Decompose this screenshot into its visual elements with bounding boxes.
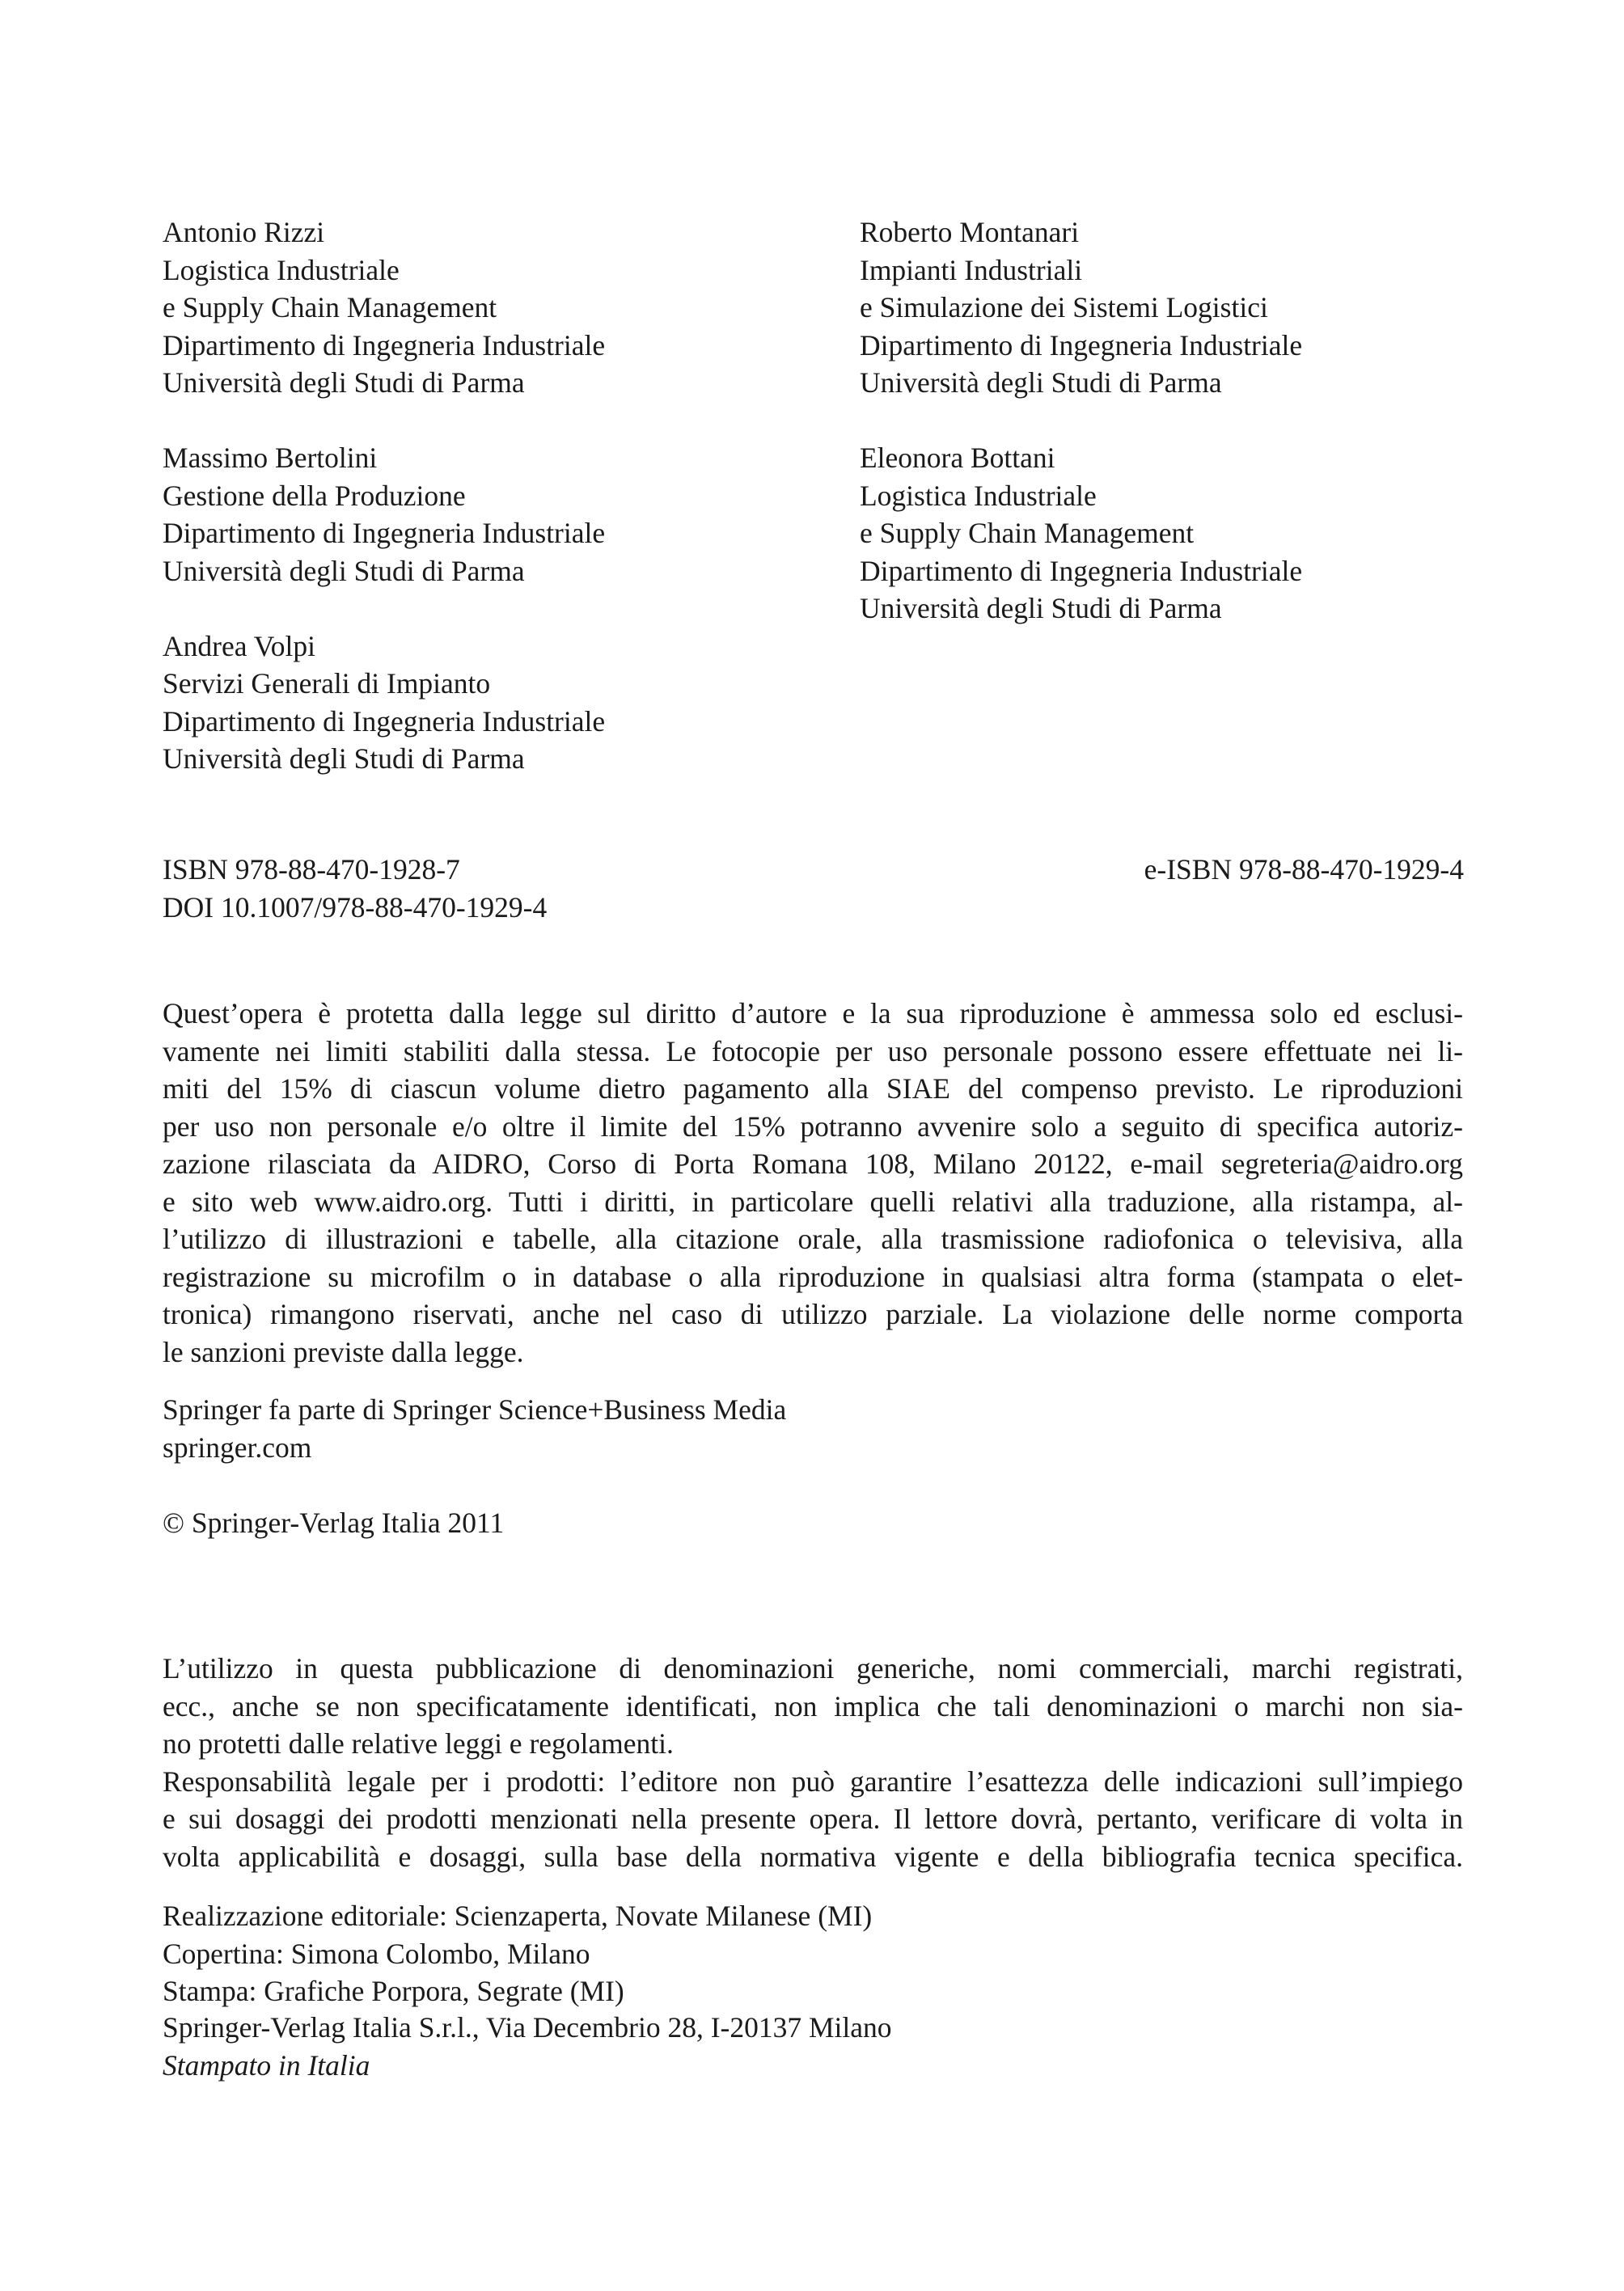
author-affiliation: Università degli Studi di Parma <box>860 592 1222 624</box>
author-affiliation: Dipartimento di Ingegneria Industriale <box>860 554 1303 587</box>
publisher-address: Springer-Verlag Italia S.r.l., Via Decembrio 28, I-20137 Milano <box>163 2011 892 2044</box>
eisbn-block <box>1144 851 1464 889</box>
author-entry <box>860 439 1302 628</box>
paragraph-line: volta applicabilità e dosaggi, sulla base della normativa vigente e della bibliografia tecnica specifica. <box>163 1840 1463 1873</box>
paragraph-line: le sanzioni previste dalla legge. <box>163 1335 524 1368</box>
paragraph-line: zazione rilasciata da AIDRO, Corso di Porta Romana 108, Milano 20122, e-mail segreteria@aidro.org <box>163 1148 1463 1180</box>
author-affiliation: e Supply Chain Management <box>860 517 1195 549</box>
copyright-notice <box>163 995 1463 1371</box>
paragraph-line: per uso non personale e/o oltre il limite del 15% potranno avvenire solo a seguito di specifica autoriz- <box>163 1110 1463 1143</box>
author-affiliation: Dipartimento di Ingegneria Industriale <box>860 328 1303 361</box>
paragraph-line: Responsabilità legale per i prodotti: l’editore non può garantire l’esattezza delle indicazioni sull’impiego <box>163 1765 1463 1798</box>
paragraph-line: no protetti dalle relative leggi e regolamenti. <box>163 1727 674 1760</box>
paragraph-line: Quest’opera è protetta dalla legge sul diritto d’autore e la sua riproduzione è ammessa solo ed esclusi- <box>163 997 1463 1029</box>
author-affiliation: e Simulazione dei Sistemi Logistici <box>860 291 1268 323</box>
springer-website: springer.com <box>163 1431 312 1464</box>
author-affiliation: Università degli Studi di Parma <box>163 554 525 587</box>
imprint-block <box>163 2009 892 2084</box>
springer-group-line: Springer fa parte di Springer Science+Business Media <box>163 1393 787 1426</box>
author-affiliation: Gestione della Produzione <box>163 479 466 512</box>
authors-left-column <box>163 213 605 815</box>
author-affiliation: Università degli Studi di Parma <box>860 366 1222 399</box>
author-affiliation: Università degli Studi di Parma <box>163 366 525 399</box>
authors-right-column <box>860 213 1302 665</box>
author-entry <box>860 213 1302 402</box>
author-name: Massimo Bertolini <box>163 442 378 474</box>
paragraph-line: registrazione su microfilm o in database o alla riproduzione in qualsiasi altra forma (stampata o elet- <box>163 1260 1463 1293</box>
paragraph-line: vamente nei limiti stabiliti dalla stessa. Le fotocopie per uso personale possono essere effettuate nei li- <box>163 1034 1463 1067</box>
credits-block <box>163 1897 872 2010</box>
trademark-notice <box>163 1650 1463 1875</box>
author-affiliation: Logistica Industriale <box>860 479 1097 512</box>
paragraph-line: e sui dosaggi dei prodotti menzionati nella presente opera. Il lettore dovrà, pertanto, verificare di volta in <box>163 1803 1463 1835</box>
author-entry <box>163 628 605 778</box>
copyright-line: © Springer-Verlag Italia 2011 <box>163 1507 505 1539</box>
printed-in: Stampato in Italia <box>163 2048 370 2082</box>
paragraph-line: tronica) rimangono riservati, anche nel caso di utilizzo parziale. La violazione delle norme comporta <box>163 1298 1463 1330</box>
paragraph-line: ecc., anche se non specificatamente identificati, non implica che tali denominazioni o marchi non sia- <box>163 1689 1463 1722</box>
author-name: Antonio Rizzi <box>163 216 325 248</box>
springer-block <box>163 1391 786 1466</box>
paragraph-line: e sito web www.aidro.org. Tutti i diritti, in particolare quelli relativi alla traduzione, alla ristampa, al- <box>163 1185 1463 1218</box>
author-name: Eleonora Bottani <box>860 442 1055 474</box>
paragraph-line: miti del 15% di ciascun volume dietro pagamento alla SIAE del compenso previsto. Le riproduzioni <box>163 1072 1463 1105</box>
paragraph-line: l’utilizzo di illustrazioni e tabelle, alla citazione orale, alla trasmissione radiofonica o televisiva, alla <box>163 1223 1463 1255</box>
author-affiliation: Impianti Industriali <box>860 253 1083 286</box>
author-affiliation: Dipartimento di Ingegneria Industriale <box>163 704 606 738</box>
author-affiliation: Dipartimento di Ingegneria Industriale <box>163 517 606 549</box>
author-name: Roberto Montanari <box>860 216 1080 248</box>
author-affiliation: Dipartimento di Ingegneria Industriale <box>163 328 606 361</box>
author-affiliation: Università degli Studi di Parma <box>163 742 525 775</box>
copyright-line-block <box>163 1504 504 1542</box>
isbn-block <box>163 851 547 926</box>
eisbn: e-ISBN 978-88-470-1929-4 <box>1144 853 1464 886</box>
isbn: ISBN 978-88-470-1928-7 <box>163 853 460 886</box>
author-entry <box>163 439 605 590</box>
author-affiliation: e Supply Chain Management <box>163 291 497 323</box>
doi: DOI 10.1007/978-88-470-1929-4 <box>163 890 548 924</box>
author-entry <box>163 213 605 402</box>
credit-line: Realizzazione editoriale: Scienzaperta, Novate Milanese (MI) <box>163 1900 873 1932</box>
credit-line: Copertina: Simona Colombo, Milano <box>163 1937 590 1970</box>
author-affiliation: Servizi Generali di Impianto <box>163 667 491 700</box>
credit-line: Stampa: Grafiche Porpora, Segrate (MI) <box>163 1975 624 2007</box>
author-name: Andrea Volpi <box>163 629 315 662</box>
author-affiliation: Logistica Industriale <box>163 253 400 286</box>
paragraph-line: L’utilizzo in questa pubblicazione di denominazioni generiche, nomi commerciali, marchi registrati, <box>163 1652 1463 1684</box>
